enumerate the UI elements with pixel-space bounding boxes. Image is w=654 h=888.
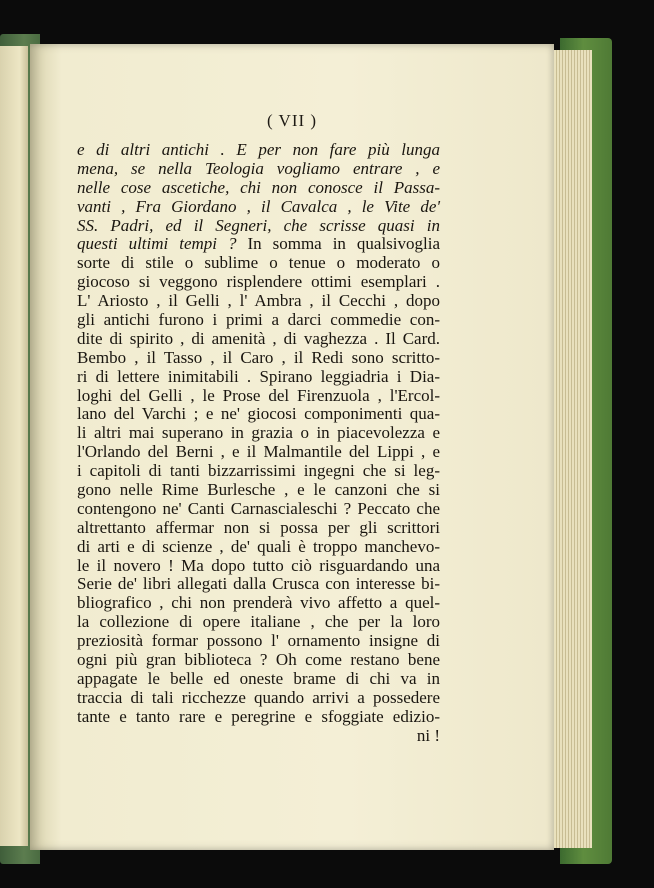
text-line — [77, 330, 440, 349]
roman-text: appagate le belle ed oneste brame di chi va in — [77, 668, 440, 688]
roman-text: ni ! — [416, 725, 440, 745]
roman-text: le il novero ! Ma dopo tutto ciò risguardando una — [77, 555, 440, 575]
roman-text: bliografico , chi non prenderà vivo affetto a quel- — [77, 593, 440, 613]
text-line — [77, 349, 440, 368]
text-line — [77, 424, 440, 443]
facing-page-edge — [0, 46, 28, 846]
roman-text: l'Orlando del Berni , e il Malmantile del Lippi , e — [77, 442, 440, 462]
roman-text: gono nelle Rime Burlesche , e le canzoni che si — [77, 480, 440, 500]
roman-text: In somma in qualsivoglia — [236, 234, 441, 254]
roman-text: ogni più gran biblioteca ? Oh come restano bene — [77, 650, 440, 670]
text-line — [77, 500, 440, 519]
roman-text: loghi del Gelli , le Prose del Firenzuola , l'Ercol- — [77, 385, 440, 405]
text-line — [77, 651, 440, 670]
text-line — [77, 632, 440, 651]
text-line — [77, 198, 440, 217]
text-line — [77, 613, 440, 632]
text-line — [77, 254, 440, 273]
italic-text: nelle cose ascetiche, chi non conosce il Passa- — [77, 177, 440, 197]
body-text — [77, 141, 440, 746]
roman-text: lano del Varchi ; e ne' giocosi componimenti qua- — [77, 404, 440, 424]
italic-text: e di altri antichi . E per non fare più lunga — [77, 140, 440, 159]
text-line — [77, 217, 440, 236]
page-edges — [548, 50, 592, 848]
text-line — [77, 538, 440, 557]
text-line — [77, 443, 440, 462]
italic-text: mena, se nella Teologia vogliamo entrare , e — [77, 158, 440, 178]
text-line — [77, 292, 440, 311]
roman-text: Bembo , il Tasso , il Caro , il Redi sono scritto- — [77, 347, 440, 367]
text-line — [77, 670, 440, 689]
roman-text: sorte di stile o sublime o tenue o moderato o — [77, 253, 440, 273]
text-line — [77, 311, 440, 330]
roman-text: la collezione di opere italiane , che per la loro — [77, 612, 440, 632]
text-line — [77, 405, 440, 424]
italic-text: SS. Padri, ed il Segneri, che scrisse quasi in — [77, 215, 440, 235]
text-line — [77, 727, 440, 746]
roman-text: ri di lettere inimitabili . Spirano leggiadria i Dia- — [77, 366, 440, 386]
roman-text: dite di spirito , di amenità , di vaghezza . Il Card. — [77, 328, 440, 348]
text-line — [77, 387, 440, 406]
roman-text: li altri mai superano in grazia o in piacevolezza e — [77, 423, 440, 443]
roman-text: traccia di tali ricchezze quando arrivi a possedere — [77, 687, 440, 707]
page-number: ( VII ) — [266, 111, 318, 130]
roman-text: altrettanto affermar non si possa per gli scrittori — [77, 517, 440, 537]
text-line — [77, 594, 440, 613]
italic-text: vanti , Fra Giordano , il Cavalca , le Vite de' — [77, 196, 440, 216]
text-line — [77, 708, 440, 727]
text-line — [77, 557, 440, 576]
roman-text: giocoso si veggono risplendere ottimi esemplari . — [77, 272, 440, 292]
book-page — [30, 44, 554, 850]
roman-text: gli antichi furono i primi a darci commedie con- — [77, 310, 440, 330]
roman-text: tante e tanto rare e peregrine e sfoggiate edizio- — [77, 706, 440, 726]
text-line — [77, 273, 440, 292]
roman-text: i capitoli di tanti bizzarrissimi ingegni che si leg- — [77, 461, 440, 481]
text-line — [77, 141, 440, 160]
roman-text: di arti e di scienze , de' quali è troppo manchevo- — [77, 536, 440, 556]
text-line — [77, 462, 440, 481]
text-line — [77, 179, 440, 198]
text-line — [77, 575, 440, 594]
text-line — [77, 689, 440, 708]
text-line — [77, 519, 440, 538]
roman-text: L' Ariosto , il Gelli , l' Ambra , il Cecchi , dopo — [77, 291, 440, 311]
text-line — [77, 235, 440, 254]
italic-text: questi ultimi tempi ? — [77, 234, 237, 254]
text-line — [77, 481, 440, 500]
roman-text: preziosità formar possono l' ornamento insigne di — [77, 631, 440, 651]
roman-text: contengono ne' Canti Carnascialeschi ? Peccato che — [77, 498, 440, 518]
text-line — [77, 160, 440, 179]
roman-text: Serie de' libri allegati dalla Crusca con interesse bi- — [77, 574, 440, 594]
text-line — [77, 368, 440, 387]
